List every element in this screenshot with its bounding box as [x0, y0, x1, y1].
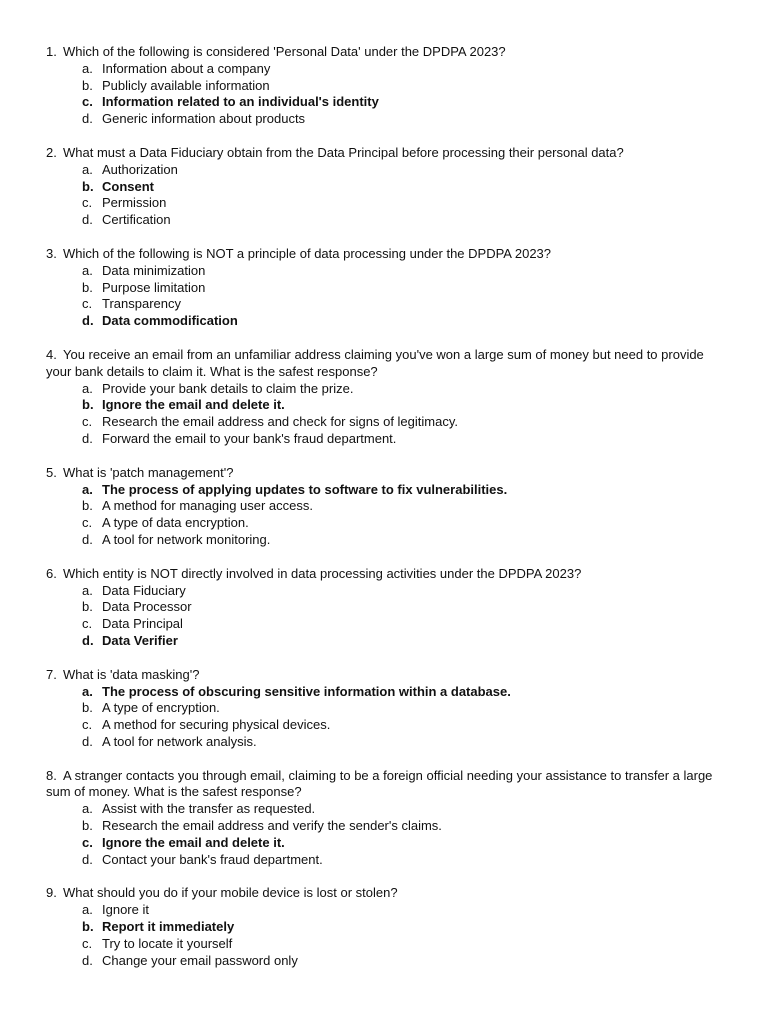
answer-option: [46, 818, 728, 835]
answer-option-correct: [46, 835, 728, 852]
answer-option: [46, 195, 728, 212]
question-text: [46, 465, 728, 482]
question-body: What is 'patch management'?: [63, 464, 234, 480]
answer-option: [46, 61, 728, 78]
option-text: Data Verifier: [102, 632, 178, 648]
question-number: 8.: [46, 767, 57, 783]
question-item: [46, 667, 728, 751]
answer-option: [46, 599, 728, 616]
option-text: Data Fiduciary: [102, 582, 186, 598]
option-text: Data minimization: [102, 262, 206, 278]
question-number: 7.: [46, 666, 57, 682]
question-item: [46, 347, 728, 448]
option-letter: b.: [82, 818, 93, 834]
answer-option: [46, 532, 728, 549]
answer-option-correct: [46, 397, 728, 414]
option-letter: c.: [82, 414, 93, 430]
answer-options: [46, 263, 728, 330]
answer-option: [46, 616, 728, 633]
answer-option-correct: [46, 919, 728, 936]
question-number: 1.: [46, 44, 57, 59]
option-letter: d.: [82, 952, 93, 968]
question-item: [46, 885, 728, 969]
answer-options: [46, 684, 728, 751]
option-letter: a.: [82, 902, 93, 918]
answer-option: [46, 414, 728, 431]
question-text: [46, 667, 728, 684]
answer-option: [46, 263, 728, 280]
option-letter: c.: [82, 296, 93, 312]
option-text: Data Principal: [102, 616, 183, 632]
answer-option-correct: [46, 94, 728, 111]
option-text: A tool for network monitoring.: [102, 531, 271, 547]
answer-option-correct: [46, 313, 728, 330]
answer-option: [46, 212, 728, 229]
option-letter: d.: [82, 313, 94, 329]
option-letter: c.: [82, 94, 93, 110]
question-item: [46, 768, 728, 869]
answer-options: [46, 61, 728, 128]
option-text: Provide your bank details to claim the prize.: [102, 380, 354, 396]
answer-option: [46, 111, 728, 128]
answer-option: [46, 515, 728, 532]
option-text: Publicly available information: [102, 77, 270, 93]
option-text: Research the email address and verify the sender's claims.: [102, 818, 442, 834]
answer-option-correct: [46, 633, 728, 650]
option-text: The process of applying updates to software to fix vulnerabilities.: [102, 481, 508, 497]
option-letter: a.: [82, 582, 93, 598]
option-text: Purpose limitation: [102, 279, 206, 295]
answer-options: [46, 381, 728, 448]
option-letter: a.: [82, 380, 93, 396]
option-letter: c.: [82, 717, 93, 733]
option-text: A type of data encryption.: [102, 515, 249, 531]
option-text: Information related to an individual's identity: [102, 94, 379, 110]
option-text: A method for securing physical devices.: [102, 717, 331, 733]
option-text: Consent: [102, 178, 154, 194]
option-text: Contact your bank's fraud department.: [102, 851, 323, 867]
answer-options: [46, 482, 728, 549]
answer-option: [46, 953, 728, 970]
option-text: Report it immediately: [102, 919, 235, 935]
question-body: What must a Data Fiduciary obtain from the Data Principal before processing their personal data?: [63, 144, 624, 160]
option-text: Generic information about products: [102, 111, 306, 127]
option-text: The process of obscuring sensitive information within a database.: [102, 683, 511, 699]
question-item: [46, 145, 728, 229]
answer-option: [46, 852, 728, 869]
question-number: 3.: [46, 245, 57, 261]
answer-option: [46, 381, 728, 398]
option-letter: b.: [82, 700, 93, 716]
answer-option: [46, 902, 728, 919]
option-letter: d.: [82, 111, 93, 127]
option-letter: a.: [82, 161, 93, 177]
option-letter: b.: [82, 498, 93, 514]
option-letter: a.: [82, 60, 93, 76]
answer-option: [46, 801, 728, 818]
answer-option: [46, 280, 728, 297]
option-letter: a.: [82, 262, 93, 278]
question-body: What should you do if your mobile device is lost or stolen?: [63, 885, 398, 901]
question-number: 9.: [46, 885, 57, 901]
question-text: [46, 246, 728, 263]
option-letter: c.: [82, 834, 93, 850]
option-text: Try to locate it yourself: [102, 935, 233, 951]
option-letter: c.: [82, 515, 93, 531]
answer-option: [46, 162, 728, 179]
option-letter: c.: [82, 195, 93, 211]
answer-option: [46, 936, 728, 953]
question-text: [46, 768, 728, 802]
answer-option: [46, 734, 728, 751]
option-letter: d.: [82, 531, 93, 547]
option-letter: d.: [82, 733, 93, 749]
option-letter: d.: [82, 212, 93, 228]
option-text: Transparency: [102, 296, 181, 312]
option-letter: a.: [82, 481, 93, 497]
option-text: Information about a company: [102, 60, 271, 76]
question-number: 6.: [46, 565, 57, 581]
option-letter: b.: [82, 397, 94, 413]
option-text: Ignore it: [102, 902, 149, 918]
answer-options: [46, 801, 728, 868]
question-item: [46, 246, 728, 330]
question-item: [46, 566, 728, 650]
question-body: A stranger contacts you through email, claiming to be a foreign official needing your assistance to transfer a large sum of money. What is the safest response?: [46, 767, 713, 800]
option-letter: b.: [82, 599, 93, 615]
question-body: What is 'data masking'?: [63, 666, 200, 682]
answer-option-correct: [46, 684, 728, 701]
question-item: [46, 44, 728, 128]
option-letter: c.: [82, 616, 93, 632]
option-text: Ignore the email and delete it.: [102, 397, 285, 413]
answer-option: [46, 78, 728, 95]
answer-option: [46, 296, 728, 313]
option-text: Permission: [102, 195, 167, 211]
question-number: 2.: [46, 144, 57, 160]
option-letter: b.: [82, 77, 93, 93]
option-letter: d.: [82, 632, 94, 648]
option-letter: d.: [82, 430, 93, 446]
question-number: 5.: [46, 464, 57, 480]
answer-options: [46, 583, 728, 650]
option-letter: c.: [82, 935, 93, 951]
answer-option-correct: [46, 179, 728, 196]
answer-options: [46, 162, 728, 229]
option-letter: b.: [82, 178, 94, 194]
question-text: [46, 145, 728, 162]
question-body: You receive an email from an unfamiliar address claiming you've won a large sum of money but need to provide your bank details to claim it. What is the safest response?: [46, 346, 704, 379]
answer-option: [46, 583, 728, 600]
question-text: [46, 347, 728, 381]
question-text: [46, 566, 728, 583]
option-text: A method for managing user access.: [102, 498, 314, 514]
option-letter: b.: [82, 919, 94, 935]
option-letter: a.: [82, 683, 93, 699]
question-item: [46, 465, 728, 549]
quiz-document: [0, 44, 768, 986]
option-text: Change your email password only: [102, 952, 298, 968]
option-text: A tool for network analysis.: [102, 733, 257, 749]
option-text: Authorization: [102, 161, 178, 177]
option-text: Ignore the email and delete it.: [102, 834, 285, 850]
answer-option: [46, 717, 728, 734]
option-text: Assist with the transfer as requested.: [102, 801, 316, 817]
option-letter: a.: [82, 801, 93, 817]
option-letter: b.: [82, 279, 93, 295]
option-text: Data commodification: [102, 313, 238, 329]
answer-option: [46, 431, 728, 448]
question-body: Which entity is NOT directly involved in data processing activities under the DPDPA 2023?: [63, 565, 582, 581]
question-body: Which of the following is NOT a principle of data processing under the DPDPA 2023?: [63, 245, 552, 261]
question-text: [46, 885, 728, 902]
question-body: Which of the following is considered 'Personal Data' under the DPDPA 2023?: [63, 44, 506, 59]
question-text: [46, 44, 728, 61]
answer-option-correct: [46, 482, 728, 499]
option-text: Research the email address and check for signs of legitimacy.: [102, 414, 458, 430]
option-text: Data Processor: [102, 599, 192, 615]
answer-options: [46, 902, 728, 969]
question-number: 4.: [46, 346, 57, 362]
option-text: Forward the email to your bank's fraud department.: [102, 430, 397, 446]
answer-option: [46, 700, 728, 717]
option-letter: d.: [82, 851, 93, 867]
answer-option: [46, 498, 728, 515]
option-text: Certification: [102, 212, 171, 228]
option-text: A type of encryption.: [102, 700, 220, 716]
